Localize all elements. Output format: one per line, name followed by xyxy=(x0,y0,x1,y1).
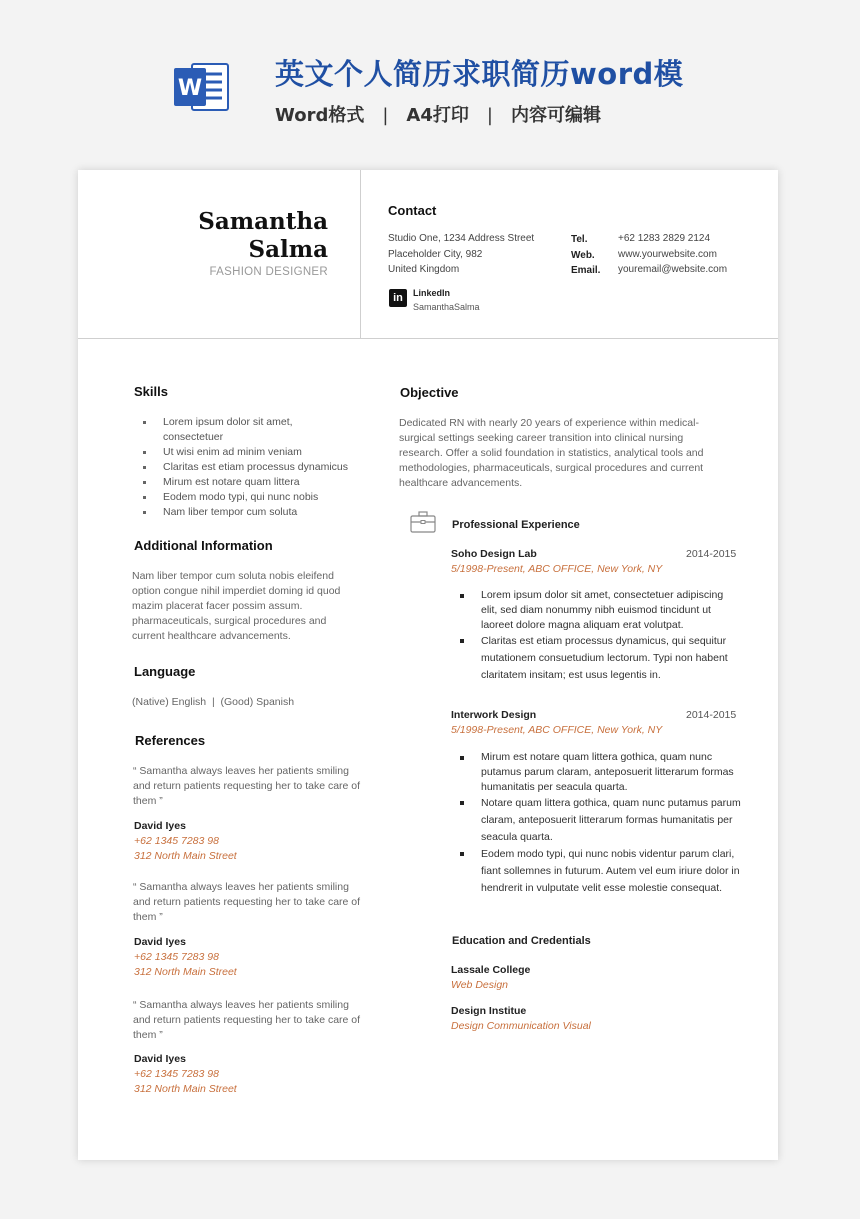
objective-text: Dedicated RN with nearly 20 years of experience within medical-surgical settings seeking career transition into clinical nursing research. Offer a solid foundation in statistics, analytical tools and methodologies, pharmaceuticals, surgical procedures and current healthcare advancements. xyxy=(399,417,704,489)
banner-print: A4打印 xyxy=(406,105,469,126)
candidate-name xyxy=(198,208,328,264)
reference-quote: “ Samantha always leaves her patients smiling and return patients requesting her to take care of them ” xyxy=(133,999,361,1041)
language-heading: Language xyxy=(134,664,196,679)
education-heading: Education and Credentials xyxy=(452,935,591,947)
briefcase-icon xyxy=(410,511,436,533)
skills-heading: Skills xyxy=(134,384,168,399)
banner-format: Word格式 xyxy=(275,105,365,126)
first-name: Samantha xyxy=(198,208,328,235)
resume-page xyxy=(78,170,778,1160)
banner xyxy=(0,0,860,160)
job-years: 2014-2015 xyxy=(686,709,737,721)
reference-phone: +62 1345 7283 98 xyxy=(134,1068,219,1080)
additional-text: Nam liber tempor cum soluta nobis eleifend option congue nihil imperdiet doming id quod mazim placerat facer possim assum. pharmaceuticals, surgical procedures and current healthcare advancements. xyxy=(132,570,341,642)
job-company: Soho Design Lab xyxy=(451,548,537,560)
address-line: Studio One, 1234 Address Street xyxy=(388,233,535,244)
banner-title: 英文个人简历求职简历word模 xyxy=(275,57,684,91)
education-field: Design Communication Visual xyxy=(451,1020,591,1032)
job-bullet: Lorem ipsum dolor sit amet, consectetuer adipiscing elit, sed diam nonummy nibh euismod tincidunt ut laoreet dolore magna aliquam erat volutpat. xyxy=(451,588,741,633)
reference-name: David Iyes xyxy=(134,820,186,832)
banner-subtitle xyxy=(275,101,601,127)
job-subtitle: 5/1998-Present, ABC OFFICE, New York, NY xyxy=(451,724,663,736)
address-line: Placeholder City, 982 xyxy=(388,248,483,260)
linkedin-handle[interactable]: SamanthaSalma xyxy=(413,302,480,312)
banner-separator: | xyxy=(486,105,493,126)
skill-item: Eodem modo typi, qui nunc nobis xyxy=(134,490,374,505)
reference-name: David Iyes xyxy=(134,1053,186,1065)
banner-separator: | xyxy=(382,105,389,126)
tel-value: +62 1283 2829 2124 xyxy=(618,233,711,244)
job-bullet: Claritas est etiam processus dynamicus, qui sequitur mutationem consuetudium lectorum. Typi non habent claritatem insitam; est usus legentis in. xyxy=(451,633,741,684)
web-value[interactable]: www.yourwebsite.com xyxy=(618,248,717,260)
education-school: Lassale College xyxy=(451,964,531,976)
contact-labels xyxy=(571,232,600,279)
skill-item: Lorem ipsum dolor sit amet, consectetuer xyxy=(134,415,313,445)
linkedin-title: LinkedIn xyxy=(413,288,451,298)
reference-quote: “ Samantha always leaves her patients smiling and return patients requesting her to take care of them ” xyxy=(133,765,361,807)
address-line: United Kingdom xyxy=(388,264,460,275)
skill-item: Mirum est notare quam littera xyxy=(134,475,374,490)
job-subtitle: 5/1998-Present, ABC OFFICE, New York, NY xyxy=(451,563,663,575)
skill-item: Claritas est etiam processus dynamicus xyxy=(134,460,374,475)
contact-heading: Contact xyxy=(388,203,437,218)
objective-heading: Objective xyxy=(400,385,459,400)
reference-quote: “ Samantha always leaves her patients smiling and return patients requesting her to take care of them ” xyxy=(133,881,361,923)
job-bullet: Mirum est notare quam littera gothica, quam nunc putamus parum claram, anteposuerit litterarum formas humanitatis per seacula quarta. xyxy=(451,750,741,795)
skill-item: Nam liber tempor cum soluta xyxy=(134,505,374,520)
job-bullet: Notare quam littera gothica, quam nunc putamus parum claram, anteposuerit litterarum formas humanitatis per seacula quarta. xyxy=(451,795,741,846)
svg-text:W: W xyxy=(177,76,203,101)
reference-address: 312 North Main Street xyxy=(134,850,237,862)
education-school: Design Institue xyxy=(451,1005,527,1017)
job-bullet: Eodem modo typi, qui nunc nobis videntur parum clari, fiant sollemnes in futurum. Autem vel eum iriure dolor in hendrerit in vulputate velit esse molestie consequat. xyxy=(451,846,741,897)
education-field: Web Design xyxy=(451,979,509,991)
reference-phone: +62 1345 7283 98 xyxy=(134,835,219,847)
additional-heading: Additional Information xyxy=(134,538,273,553)
references-heading: References xyxy=(135,733,206,748)
linkedin-icon: in xyxy=(389,289,407,307)
job-company: Interwork Design xyxy=(451,709,537,721)
web-label: Web. xyxy=(571,249,595,261)
word-icon xyxy=(174,60,230,114)
email-label: Email. xyxy=(571,265,601,276)
contact-values xyxy=(618,231,727,278)
language-text: (Native) English | (Good) Spanish xyxy=(132,696,295,708)
skills-list xyxy=(134,415,374,520)
header-divider xyxy=(360,170,361,338)
reference-address: 312 North Main Street xyxy=(134,966,237,978)
job-bullets xyxy=(451,588,741,684)
job-bullets xyxy=(451,750,741,897)
experience-heading: Professional Experience xyxy=(452,519,580,531)
job-years: 2014-2015 xyxy=(686,548,737,560)
banner-editable: 内容可编辑 xyxy=(510,105,601,126)
tel-label: Tel. xyxy=(571,234,588,245)
last-name: Salma xyxy=(248,236,328,263)
resume-header xyxy=(78,170,778,339)
reference-phone: +62 1345 7283 98 xyxy=(134,951,219,963)
reference-name: David Iyes xyxy=(134,936,186,948)
reference-address: 312 North Main Street xyxy=(134,1083,237,1095)
skill-item: Ut wisi enim ad minim veniam xyxy=(134,445,374,460)
email-value[interactable]: youremail@website.com xyxy=(618,264,728,275)
contact-address xyxy=(388,231,534,278)
candidate-role: FASHION DESIGNER xyxy=(209,266,328,278)
